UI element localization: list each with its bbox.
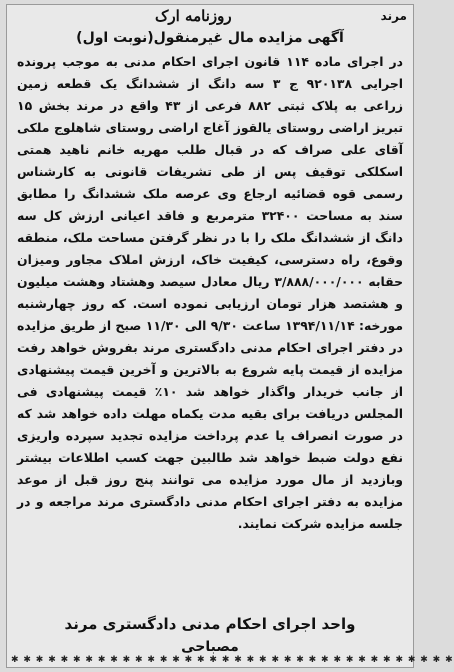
decorative-star-border: ✱ ✱ ✱ ✱ ✱ ✱ ✱ ✱ ✱ ✱ ✱ ✱ ✱ ✱ ✱ ✱ ✱ ✱ ✱ ✱ ✱ ✱ ✱ ✱ ✱ ✱ ✱ ✱ ✱ ✱ ✱ ✱ ✱ ✱ ✱ ✱ (11, 655, 454, 665)
city-label: مرند (380, 9, 407, 23)
notice-title: آگهی مزایده مال غیرمنقول(نوبت اول) (76, 30, 344, 46)
notice-body-text: در اجرای ماده ۱۱۴ قانون اجرای احکام مدنی به موجب پرونده اجرایی ۹۲۰۱۳۸ ج ۳ سه دانگ از ششدانگ یک قطعه زمین زراعی به پلاک ثبتی ۸۸۲ فرعی از ۴۳ واقع در مرند بخش ۱۵ تبریز اراضی روستای یالقوز آغاج اراضی روستای شاهلوج ملکی آقای علی صراف که در قبال طلب مهریه خانم ناهید همتی اسکلکی توقیف پس از طی تشریفات قانونی به کارشناس رسمی قوه قضائیه ارجاع وی عرصه ملک ششدانگ را مطابق سند به مساحت ۳۲۴۰۰ مترمربع و فاقد اعیانی ارزش کل سه دانگ از ششدانگ ملک را با در نظر گرفتن مساحت ملک، منطقه وقوع، راه دسترسی، کیفیت خاک، ارزش املاک مجاور ومیزان حقابه ۳/۸۸۸/۰۰۰/۰۰۰ ریال معادل سیصد وهشتاد وهشت میلیون و هشتصد هزار تومان ارزیابی نموده است. که روز چهارشنبه مورخه: ۱۳۹۴/۱۱/۱۴ ساعت ۹/۳۰ الی ۱۱/۳۰ صبح از طریق مزایده در دفتر اجرای احکام مدنی دادگستری مرند بفروش خواهد رفت مزایده از قیمت پایه شروع به بالاترین و آخرین قیمت پیشنهادی از جانب خریدار واگذار خواهد شد ۱۰٪ قیمت پیشنهادی فی المجلس دریافت برای بقیه مدت یکماه مهلت داده خواهد شد که در صورت انصراف یا عدم پرداخت مزایده تجدید سپرده واریزی نفع دولت ضبط خواهد شد طالبین جهت کسب اطلاعات بیشتر وبازدید از مال مورد مزایده می توانند پنج روز قبل از موعد مزایده به دفتر اجرای احکام مدنی دادگستری مرند مراجعه و در جلسه مزایده شرکت نمایند. (17, 54, 404, 531)
signatory-name: مصباحی (181, 639, 239, 655)
newspaper-name: روزنامه ارک (155, 7, 232, 25)
issuer-name: واحد اجرای احکام مدنی دادگستری مرند (64, 615, 356, 633)
notice-frame (6, 4, 454, 668)
notice-body (17, 51, 403, 535)
masthead (7, 7, 413, 29)
